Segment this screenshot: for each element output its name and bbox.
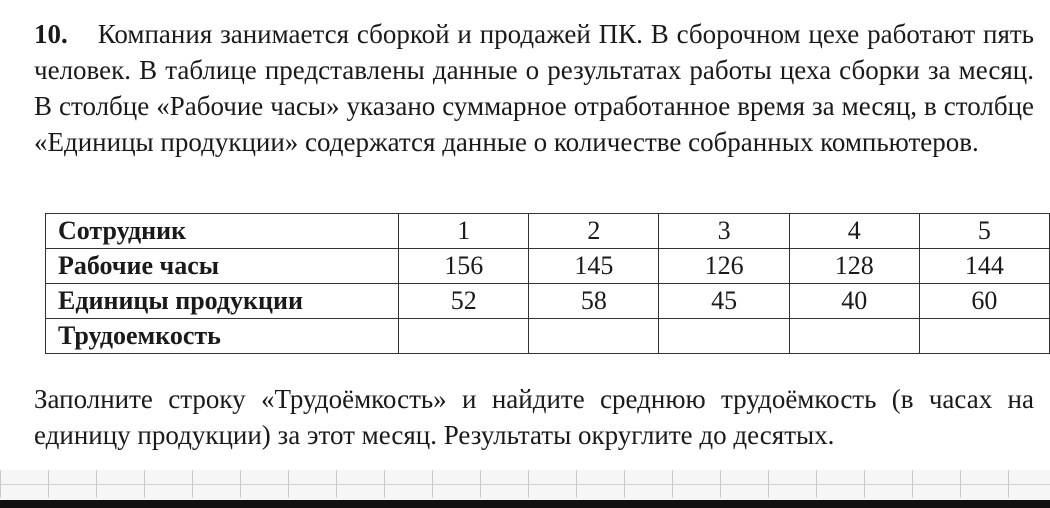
table-cell: 4 <box>789 214 919 249</box>
table-cell: 126 <box>659 249 789 284</box>
table-cell: 45 <box>659 284 789 319</box>
data-table <box>45 213 1050 354</box>
table-cell-empty <box>789 319 919 354</box>
table-cell: 60 <box>919 284 1049 319</box>
table-cell: 52 <box>399 284 529 319</box>
table-cell: 5 <box>919 214 1049 249</box>
table-cell: 156 <box>399 249 529 284</box>
table-cell-empty <box>529 319 659 354</box>
notebook-paper-strip <box>0 470 1050 508</box>
table-cell: 40 <box>789 284 919 319</box>
table-cell-empty <box>659 319 789 354</box>
table-row-labor-intensity <box>46 319 1050 354</box>
row-label: Единицы продукции <box>46 284 399 319</box>
row-label: Рабочие часы <box>46 249 399 284</box>
table-cell: 144 <box>919 249 1049 284</box>
table-cell: 1 <box>399 214 529 249</box>
table-cell: 3 <box>659 214 789 249</box>
problem-number: 10. <box>34 19 68 49</box>
table-cell-empty <box>399 319 529 354</box>
table-cell: 2 <box>529 214 659 249</box>
bottom-edge <box>0 500 1050 508</box>
problem-statement <box>34 16 1034 160</box>
row-label: Трудоемкость <box>46 319 399 354</box>
table-cell: 58 <box>529 284 659 319</box>
question-text: Заполните строку «Трудоёмкость» и найдите среднюю трудоёмкость (в часах на единицу продукции) за этот месяц. Результаты округлите до десятых. <box>34 384 1034 450</box>
table-row-units <box>46 284 1050 319</box>
table-row-employee <box>46 214 1050 249</box>
table-cell: 128 <box>789 249 919 284</box>
row-label: Сотрудник <box>46 214 399 249</box>
table-cell: 145 <box>529 249 659 284</box>
table-cell-empty <box>919 319 1049 354</box>
table-row-hours <box>46 249 1050 284</box>
grid-line <box>0 484 1050 485</box>
problem-text: Компания занимается сборкой и продажей ПК. В сборочном цехе работают пять человек. В таблице представлены данные о результатах работы цеха сборки за месяц. В столбце «Рабочие часы» указано суммарное отработанное время за месяц, в столбце «Единицы продукции» содержатся данные о количестве собранных компьютеров. <box>34 19 1034 157</box>
